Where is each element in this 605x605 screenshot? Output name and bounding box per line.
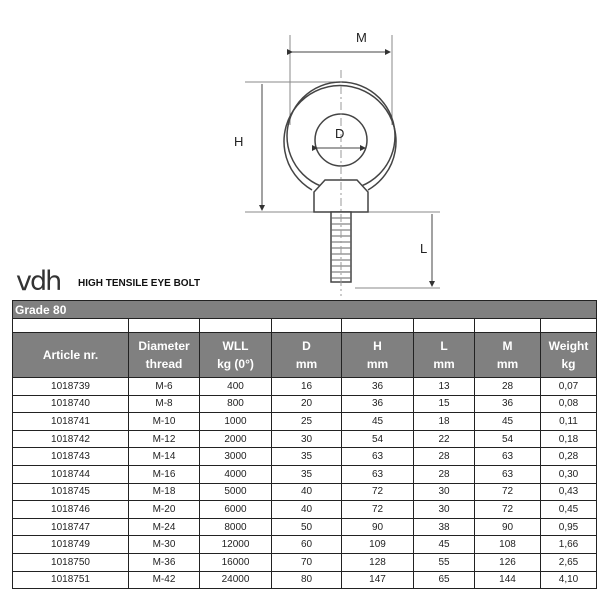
table-cell: 54 — [342, 430, 414, 448]
table-cell: M-36 — [129, 553, 200, 571]
table-cell: 400 — [200, 378, 272, 396]
table-cell: 1018743 — [13, 448, 129, 466]
grade-label: Grade 80 — [13, 301, 597, 319]
table-cell: 72 — [475, 483, 541, 501]
table-cell: M-16 — [129, 465, 200, 483]
header-line: thread — [145, 357, 183, 371]
table-cell: 147 — [342, 571, 414, 589]
table-cell: 4000 — [200, 465, 272, 483]
column-header — [13, 333, 129, 378]
column-header — [129, 333, 200, 378]
table-cell: 1018746 — [13, 501, 129, 519]
table-cell: 0,18 — [541, 430, 597, 448]
table-cell: 36 — [342, 395, 414, 413]
table-cell: M-20 — [129, 501, 200, 519]
table-cell: 60 — [272, 536, 342, 554]
table-cell: 18 — [414, 413, 475, 431]
table-cell: 40 — [272, 501, 342, 519]
table-cell: 40 — [272, 483, 342, 501]
table-cell: 28 — [475, 378, 541, 396]
table-cell: 90 — [475, 518, 541, 536]
table-cell: M-8 — [129, 395, 200, 413]
table-cell: M-14 — [129, 448, 200, 466]
table-cell: 35 — [272, 448, 342, 466]
table-cell: 72 — [342, 483, 414, 501]
table-cell: M-6 — [129, 378, 200, 396]
table-cell: 24000 — [200, 571, 272, 589]
table-cell: 128 — [342, 553, 414, 571]
table-cell: 25 — [272, 413, 342, 431]
table-cell: 1000 — [200, 413, 272, 431]
vdh-logo: vdh — [16, 266, 61, 297]
table-cell: 109 — [342, 536, 414, 554]
table-cell: M-24 — [129, 518, 200, 536]
table-cell: M-42 — [129, 571, 200, 589]
table-cell: 4,10 — [541, 571, 597, 589]
table-cell: 72 — [475, 501, 541, 519]
header-line: H — [373, 339, 382, 353]
table-cell: 1018741 — [13, 413, 129, 431]
product-title: HIGH TENSILE EYE BOLT — [78, 278, 201, 289]
label-m: M — [356, 30, 367, 45]
table-cell: 0,08 — [541, 395, 597, 413]
table-cell: 8000 — [200, 518, 272, 536]
table-row — [13, 501, 597, 519]
header-line: mm — [496, 357, 519, 371]
table-cell: 63 — [475, 448, 541, 466]
table-cell: 63 — [342, 465, 414, 483]
table-cell: 0,43 — [541, 483, 597, 501]
column-header — [414, 333, 475, 378]
table-cell: 35 — [272, 465, 342, 483]
table-cell: M-12 — [129, 430, 200, 448]
header-line: kg — [561, 357, 576, 371]
table-cell: 90 — [342, 518, 414, 536]
table-row — [13, 553, 597, 571]
table-cell: 45 — [414, 536, 475, 554]
table-cell: 55 — [414, 553, 475, 571]
table-cell: 36 — [342, 378, 414, 396]
table-cell: 45 — [475, 413, 541, 431]
header-line: mm — [433, 357, 455, 371]
table-cell: 0,30 — [541, 465, 597, 483]
table-row — [13, 465, 597, 483]
table-cell: 6000 — [200, 501, 272, 519]
table-cell: 2,65 — [541, 553, 597, 571]
table-cell: 45 — [342, 413, 414, 431]
header-line: kg (0°) — [217, 357, 254, 371]
table-row — [13, 430, 597, 448]
table-row — [13, 518, 597, 536]
table-cell: 126 — [475, 553, 541, 571]
spec-table — [12, 300, 597, 589]
table-cell: 144 — [475, 571, 541, 589]
table-cell: 0,11 — [541, 413, 597, 431]
table-cell: 36 — [475, 395, 541, 413]
table-cell: 15 — [414, 395, 475, 413]
table-cell: 20 — [272, 395, 342, 413]
table-cell: M-10 — [129, 413, 200, 431]
table-row — [13, 413, 597, 431]
header-line: Weight — [548, 339, 589, 353]
table-cell: 1,66 — [541, 536, 597, 554]
table-cell: 108 — [475, 536, 541, 554]
header-line: WLL — [222, 339, 249, 353]
table-cell: 50 — [272, 518, 342, 536]
table-cell: 1018747 — [13, 518, 129, 536]
table-cell: 30 — [272, 430, 342, 448]
table-cell: 12000 — [200, 536, 272, 554]
column-header — [342, 333, 414, 378]
table-cell: 0,45 — [541, 501, 597, 519]
header-line: D — [302, 339, 311, 353]
table-cell: 16000 — [200, 553, 272, 571]
table-cell: 1018745 — [13, 483, 129, 501]
table-cell: 30 — [414, 501, 475, 519]
header-line: L — [440, 339, 448, 353]
label-d: D — [335, 126, 345, 141]
table-cell: 800 — [200, 395, 272, 413]
table-row — [13, 378, 597, 396]
table-row — [13, 395, 597, 413]
header-line: Article nr. — [42, 348, 99, 362]
table-cell: 1018744 — [13, 465, 129, 483]
table-cell: 1018742 — [13, 430, 129, 448]
header-line: M — [502, 339, 513, 353]
table-cell: 0,07 — [541, 378, 597, 396]
table-cell: 30 — [414, 483, 475, 501]
table-cell: 80 — [272, 571, 342, 589]
table-row — [13, 448, 597, 466]
table-cell: 3000 — [200, 448, 272, 466]
table-cell: M-18 — [129, 483, 200, 501]
column-header — [200, 333, 272, 378]
table-cell: 1018740 — [13, 395, 129, 413]
table-cell: 72 — [342, 501, 414, 519]
table-cell: 13 — [414, 378, 475, 396]
table-cell: 65 — [414, 571, 475, 589]
table-cell: 22 — [414, 430, 475, 448]
column-header — [272, 333, 342, 378]
table-cell: 1018751 — [13, 571, 129, 589]
eye-bolt-drawing — [0, 0, 605, 300]
table-cell: 2000 — [200, 430, 272, 448]
label-l: L — [420, 241, 428, 256]
table-cell: 1018749 — [13, 536, 129, 554]
header-line: mm — [295, 357, 318, 371]
table-cell: 63 — [342, 448, 414, 466]
table-cell: 5000 — [200, 483, 272, 501]
table-cell: 63 — [475, 465, 541, 483]
table-cell: 38 — [414, 518, 475, 536]
table-cell: 28 — [414, 465, 475, 483]
table-cell: M-30 — [129, 536, 200, 554]
table-cell: 1018739 — [13, 378, 129, 396]
column-header — [475, 333, 541, 378]
table-cell: 1018750 — [13, 553, 129, 571]
table-cell: 70 — [272, 553, 342, 571]
header-line: Diameter — [138, 339, 190, 353]
table-row — [13, 483, 597, 501]
table-cell: 0,95 — [541, 518, 597, 536]
table-cell: 28 — [414, 448, 475, 466]
column-header — [541, 333, 597, 378]
table-cell: 0,28 — [541, 448, 597, 466]
table-row — [13, 571, 597, 589]
table-cell: 16 — [272, 378, 342, 396]
header-line: mm — [366, 357, 389, 371]
label-h: H — [234, 134, 244, 149]
table-row — [13, 536, 597, 554]
table-cell: 54 — [475, 430, 541, 448]
